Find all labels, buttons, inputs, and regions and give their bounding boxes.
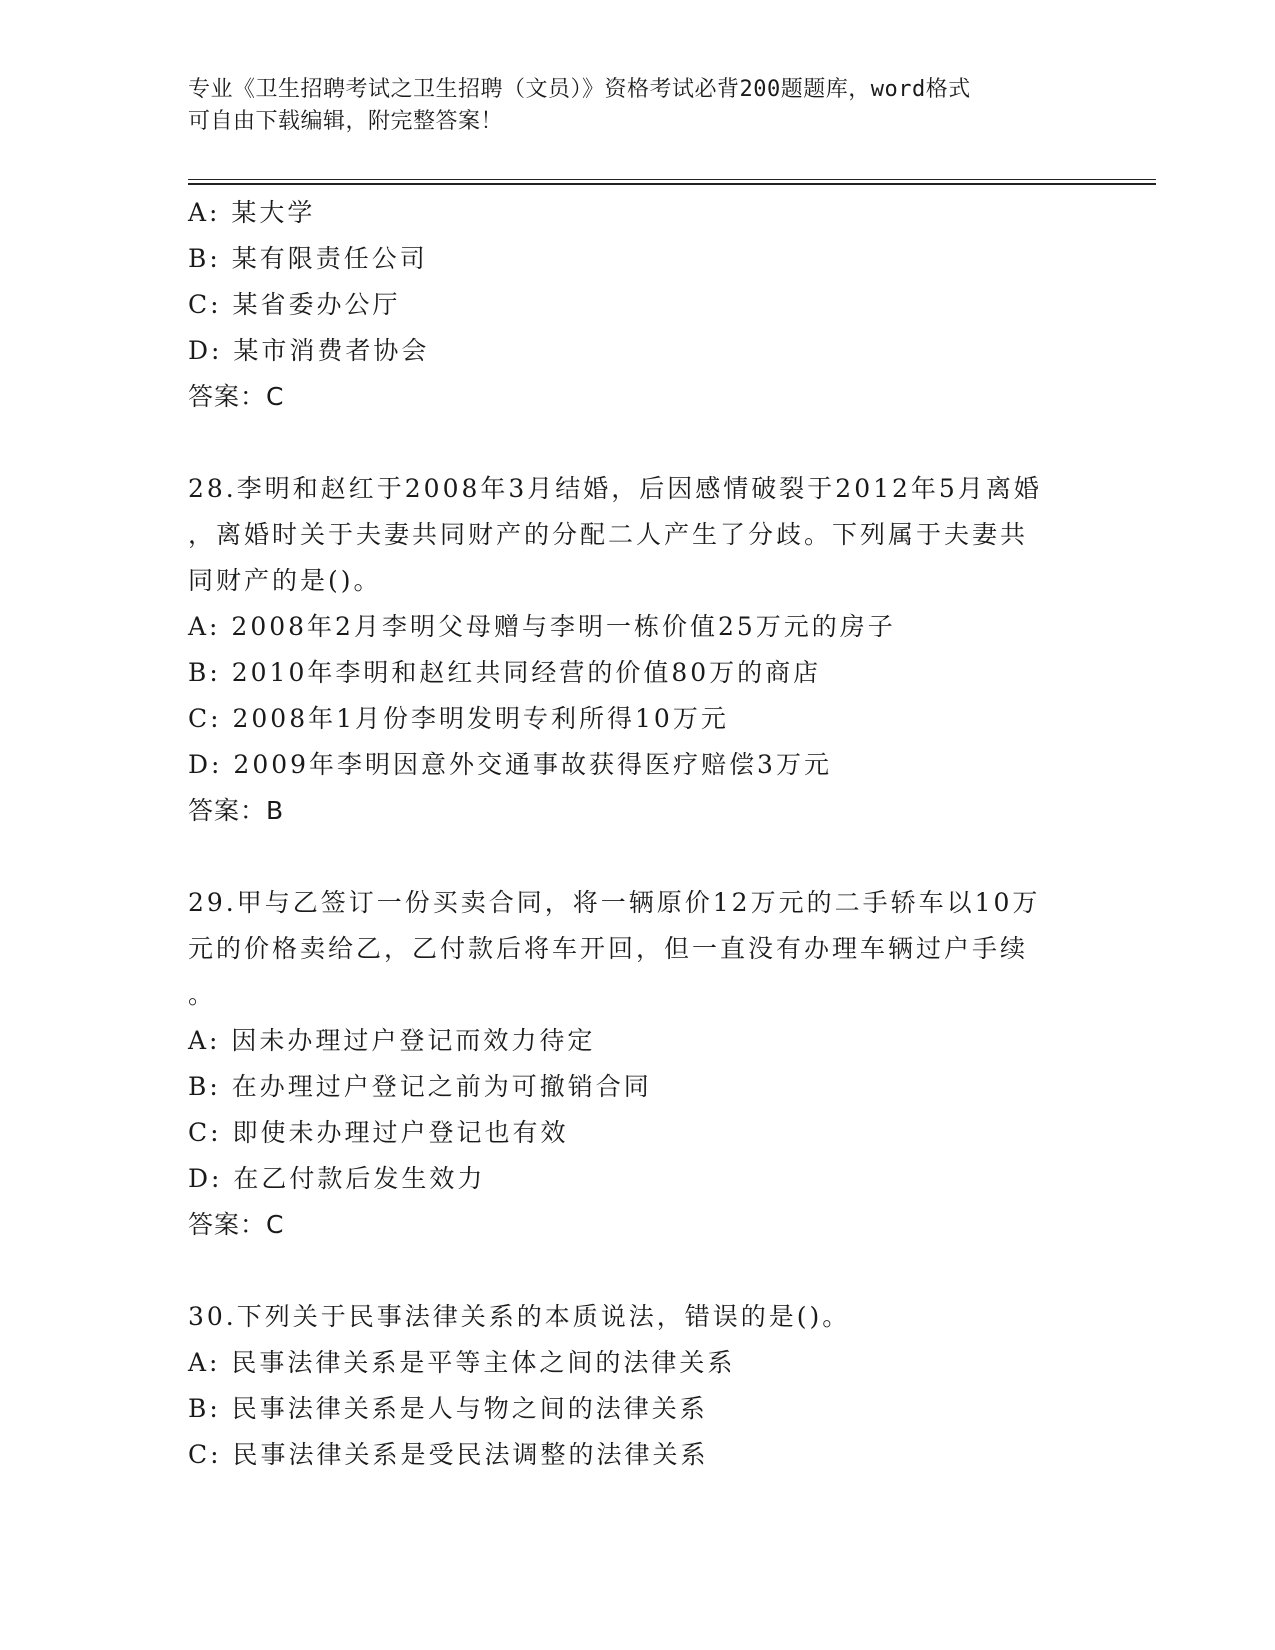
question-stem-line: 29.甲与乙签订一份买卖合同，将一辆原价12万元的二手轿车以10万 <box>188 888 1041 917</box>
spacer <box>188 420 1148 466</box>
question-stem-line: 28.李明和赵红于2008年3月结婚，后因感情破裂于2012年5月离婚 <box>188 474 1042 503</box>
question-29 <box>188 880 1148 1248</box>
question-stem-line: ，离婚时关于夫妻共同财产的分配二人产生了分歧。下列属于夫妻共 <box>188 520 1029 549</box>
question-30 <box>188 1294 1148 1478</box>
answer-line: 答案：C <box>188 382 285 411</box>
question-stem-line: 。 <box>188 980 217 1009</box>
option-c: C: 民事法律关系是受民法调整的法律关系 <box>188 1440 709 1469</box>
question-stem-line: 30.下列关于民事法律关系的本质说法，错误的是()。 <box>188 1302 851 1331</box>
option-b: B: 2010年李明和赵红共同经营的价值80万的商店 <box>188 658 822 687</box>
option-b: B: 在办理过户登记之前为可撤销合同 <box>188 1072 652 1101</box>
question-stem-line: 元的价格卖给乙，乙付款后将车开回，但一直没有办理车辆过户手续 <box>188 934 1029 963</box>
option-c: C: 即使未办理过户登记也有效 <box>188 1118 569 1147</box>
option-d: D: 2009年李明因意外交通事故获得医疗赔偿3万元 <box>188 750 832 779</box>
spacer <box>188 1248 1148 1294</box>
option-c: C: 某省委办公厅 <box>188 290 401 319</box>
option-d: D: 在乙付款后发生效力 <box>188 1164 486 1193</box>
option-b: B: 某有限责任公司 <box>188 244 428 273</box>
document-header <box>188 74 1088 138</box>
option-a: A: 因未办理过户登记而效力待定 <box>188 1026 596 1055</box>
question-27 <box>188 190 1148 420</box>
question-28 <box>188 466 1148 834</box>
option-b: B: 民事法律关系是人与物之间的法律关系 <box>188 1394 708 1423</box>
option-d: D: 某市消费者协会 <box>188 336 430 365</box>
answer-line: 答案：C <box>188 1210 285 1239</box>
answer-line: 答案：B <box>188 796 285 825</box>
option-c: C: 2008年1月份李明发明专利所得10万元 <box>188 704 729 733</box>
spacer <box>188 834 1148 880</box>
question-stem-line: 同财产的是()。 <box>188 566 382 595</box>
option-a: A: 某大学 <box>188 198 316 227</box>
header-rule-thick <box>188 183 1156 185</box>
option-a: A: 2008年2月李明父母赠与李明一栋价值25万元的房子 <box>188 612 896 641</box>
header-rule-thin <box>188 179 1156 180</box>
document-body <box>188 190 1148 1478</box>
header-line-2: 可自由下载编辑，附完整答案！ <box>188 109 504 134</box>
option-a: A: 民事法律关系是平等主体之间的法律关系 <box>188 1348 736 1377</box>
header-line-1: 专业《卫生招聘考试之卫生招聘（文员）》资格考试必背200题题库，word格式 <box>188 77 971 102</box>
